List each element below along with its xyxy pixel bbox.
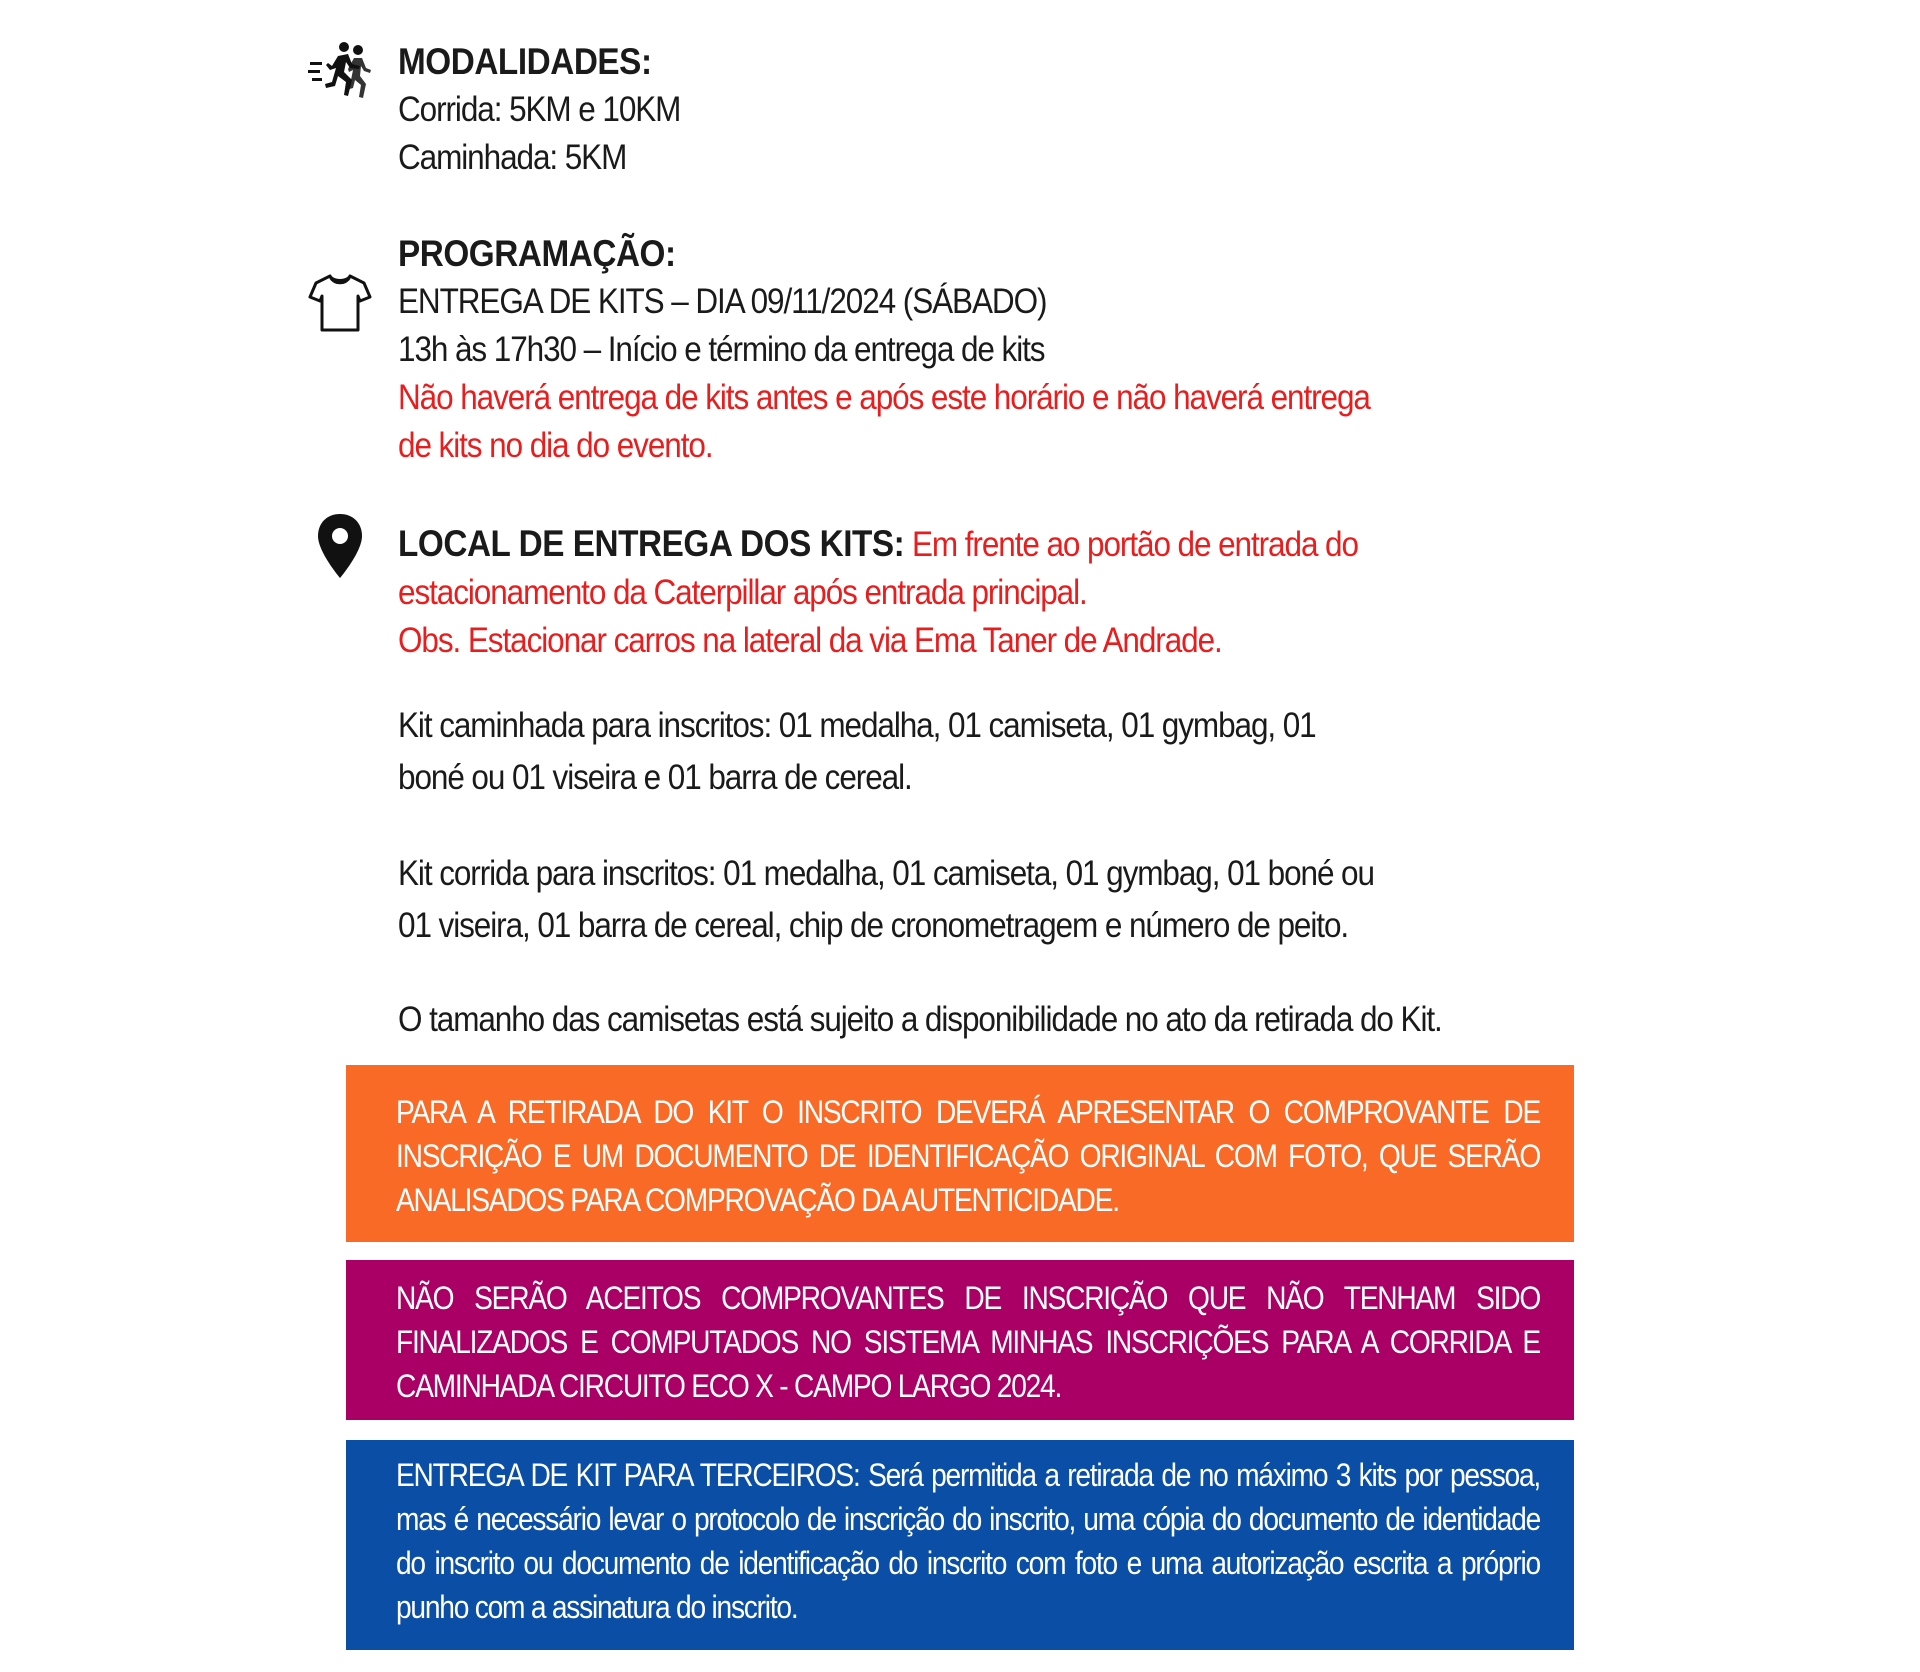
programacao-date: ENTREGA DE KITS – DIA 09/11/2024 (SÁBADO) <box>398 282 1047 321</box>
programacao-warning-2: de kits no dia do evento. <box>398 426 713 465</box>
programacao-warning-1: Não haverá entrega de kits antes e após este horário e não haverá entrega <box>398 378 1370 417</box>
programacao-section <box>398 230 1370 470</box>
kit-tamanho-text: O tamanho das camisetas está sujeito a disponibilidade no ato da retirada do Kit. <box>398 1000 1442 1039</box>
notice-blue-text: ENTREGA DE KIT PARA TERCEIROS: Será permitida a retirada de no máximo 3 kits por pessoa, mas é necessário levar o protocolo de inscrição do inscrito, uma cópia do documento de identidade do inscrito ou documento de identificação do inscrito com foto e uma autorização escrita a próprio punho com a assinatura do inscrito. <box>396 1457 1540 1625</box>
modalidades-section <box>398 38 680 182</box>
kit-corrida-line-1: Kit corrida para inscritos: 01 medalha, 01 camiseta, 01 gymbag, 01 boné ou <box>398 854 1374 893</box>
local-address-1: Em frente ao portão de entrada do <box>904 525 1358 564</box>
kit-tamanho <box>398 996 1442 1044</box>
modalidades-caminhada: Caminhada: 5KM <box>398 138 627 177</box>
notice-magenta-box <box>346 1260 1574 1420</box>
local-title: LOCAL DE ENTREGA DOS KITS: <box>398 523 905 564</box>
runners-icon <box>308 38 372 102</box>
kit-caminhada <box>398 700 1316 804</box>
notice-blue-box <box>346 1440 1574 1650</box>
notice-orange-text: PARA A RETIRADA DO KIT O INSCRITO DEVERÁ APRESENTAR O COMPROVANTE DE INSCRIÇÃO E UM DOCUMENTO DE IDENTIFICAÇÃO ORIGINAL COM FOTO, QUE SERÃO ANALISADOS PARA COMPROVAÇÃO DA AUTENTICIDADE. <box>396 1094 1540 1218</box>
programacao-hours: 13h às 17h30 – Início e término da entrega de kits <box>398 330 1045 369</box>
kit-corrida <box>398 848 1374 952</box>
local-section <box>398 520 1358 665</box>
modalidades-corrida: Corrida: 5KM e 10KM <box>398 90 681 129</box>
location-pin-icon <box>308 512 372 580</box>
programacao-title: PROGRAMAÇÃO: <box>398 233 676 274</box>
local-address-2: estacionamento da Caterpillar após entrada principal. <box>398 573 1087 612</box>
kit-corrida-line-2: 01 viseira, 01 barra de cereal, chip de cronometragem e número de peito. <box>398 906 1349 945</box>
modalidades-title: MODALIDADES: <box>398 41 652 82</box>
local-obs: Obs. Estacionar carros na lateral da via Ema Taner de Andrade. <box>398 621 1222 660</box>
kit-caminhada-line-1: Kit caminhada para inscritos: 01 medalha, 01 camiseta, 01 gymbag, 01 <box>398 706 1316 745</box>
tshirt-icon <box>308 270 372 334</box>
notice-orange-box <box>346 1065 1574 1242</box>
notice-magenta-text: NÃO SERÃO ACEITOS COMPROVANTES DE INSCRIÇÃO QUE NÃO TENHAM SIDO FINALIZADOS E COMPUTADOS NO SISTEMA MINHAS INSCRIÇÕES PARA A CORRIDA E CAMINHADA CIRCUITO ECO X - CAMPO LARGO 2024. <box>396 1280 1540 1404</box>
kit-caminhada-line-2: boné ou 01 viseira e 01 barra de cereal. <box>398 758 912 797</box>
